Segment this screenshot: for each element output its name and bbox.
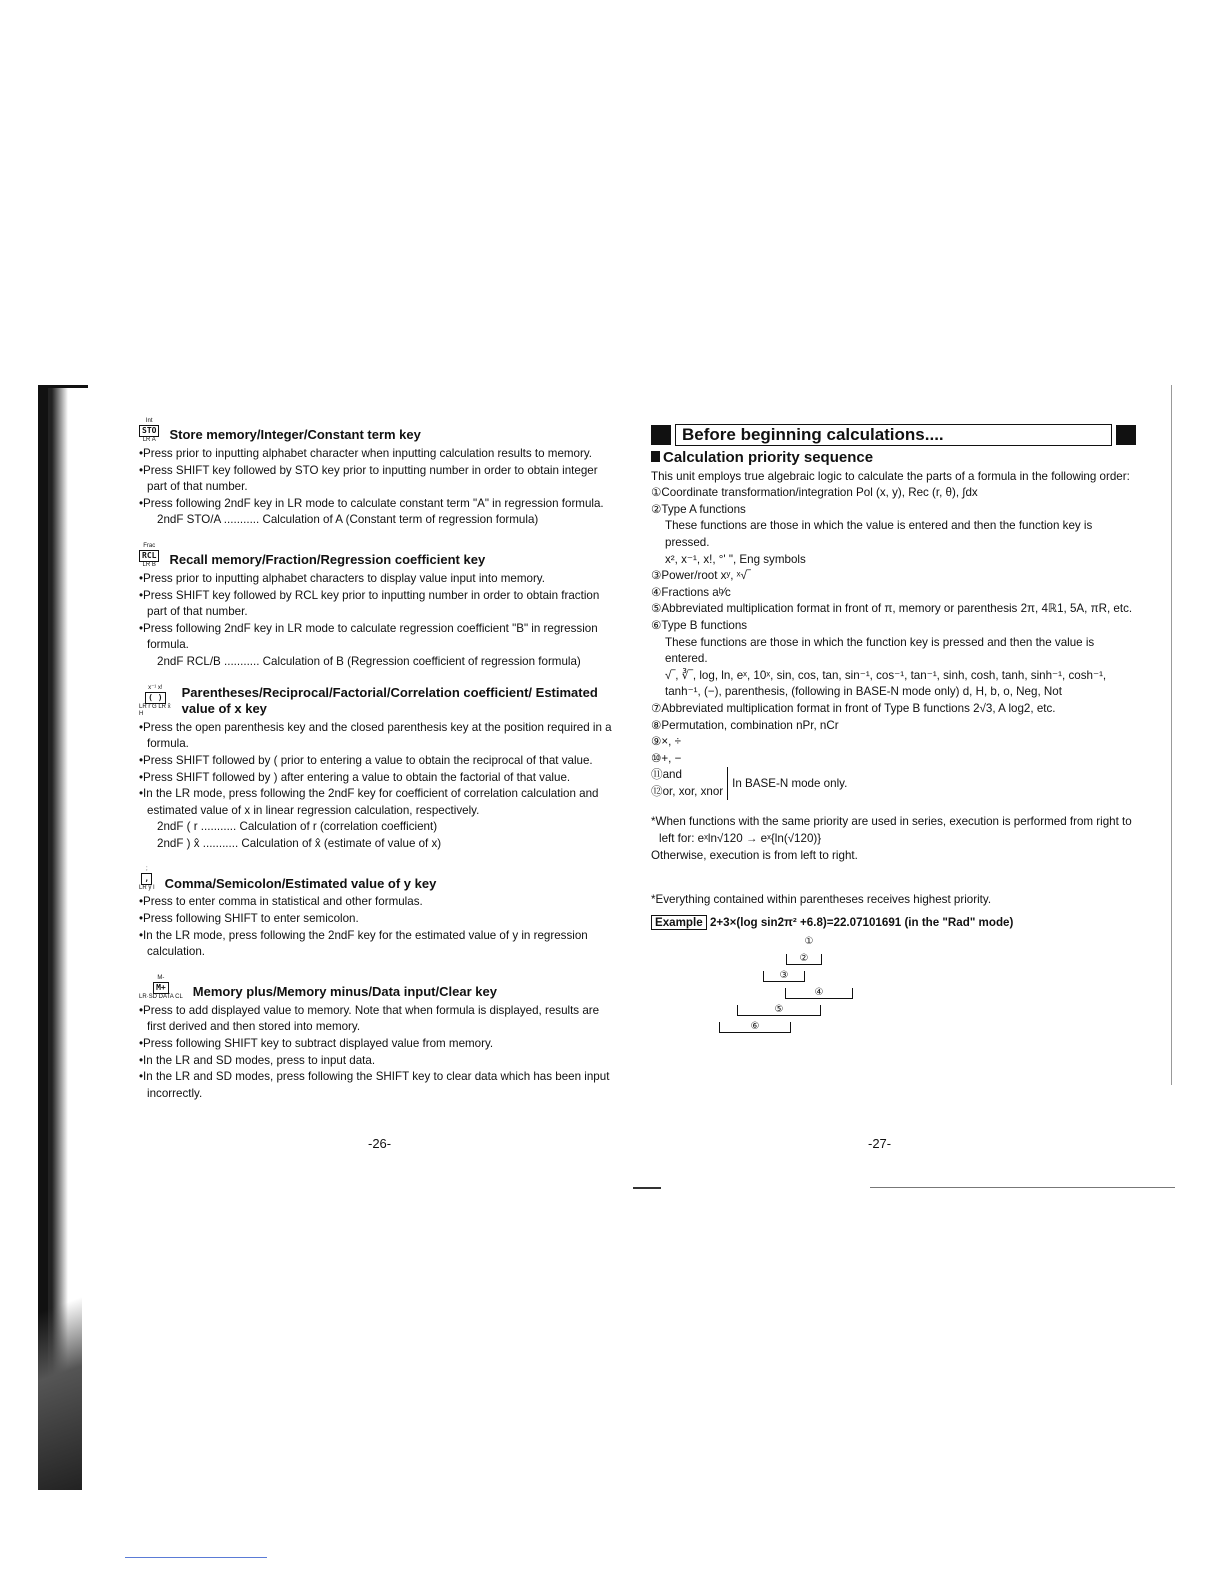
priority-item: ⑫or, xor, xnor [651,784,724,798]
section-header [139,975,619,1001]
left-page [139,418,619,1116]
priority-item: ⑦Abbreviated multiplication format in front of Type B functions 2√3, A log2, etc. [651,701,1056,715]
key-top-label: Frac [143,542,156,549]
section-heading: Calculation priority sequence [651,450,1136,467]
bullet: •Press following 2ndF key in LR mode to calculate regression coefficient "B" in regression formula. [139,621,598,652]
tree-label: ① [804,936,814,948]
section-title: Parentheses/Reciprocal/Factorial/Correlation coefficient/ Estimated value of x key [181,684,598,717]
section-parentheses [139,685,619,853]
priority-item: ③Power/root xʸ, ˣ√‾ [651,569,751,583]
priority-desc: These functions are those in which the value is entered and then the function key is pressed. [665,519,1093,549]
bullet: •Press SHIFT followed by ) after entering a value to obtain the factorial of that value. [139,770,571,784]
example-label: Example [651,915,707,930]
priority-item: ①Coordinate transformation/integration Pol (x, y), Rec (r, θ), ∫dx [651,486,978,500]
section-comma [139,866,619,960]
bullet: •Press prior to inputting alphabet character when inputting calculation results to memory. [139,447,593,460]
note: *Everything contained within parentheses receives highest priority. [651,893,992,907]
priority-item: ⑪and [651,768,682,782]
key-comma-icon [139,866,155,892]
key-memory-plus-icon [139,975,183,1001]
key-bottom-label: LR ŷ I [139,885,155,892]
key-bottom-label: LR B [142,561,156,568]
bullet: •Press SHIFT followed by ( prior to entering a value to obtain the reciprocal of that value. [139,753,593,767]
base-n-note: In BASE-N mode only. [732,776,848,790]
key-bottom-label: LR r G LR x̂ H [139,703,171,717]
priority-item: ④Fractions aᵇ⁄c [651,585,731,599]
section-header [139,543,619,569]
banner-square-right [1116,425,1136,445]
key-label: RCL [139,550,159,562]
bullet: •Press following SHIFT key to subtract displayed value from memory. [139,1037,494,1051]
formula: 2ndF ( r ........... Calculation of r (correlation coefficient) [157,820,438,834]
bullet: •Press following 2ndF key in LR mode to calculate constant term "A" in regression formula. [139,496,604,510]
tree-label: ④ [785,988,853,999]
example-text: 2+3×(log sin2π² +6.8)=22.07101691 (in the "Rad" mode) [709,915,1014,929]
blue-underline [125,1557,267,1558]
bullet: •In the LR and SD modes, press following the SHIFT key to clear data which has been input incorrectly. [139,1070,610,1100]
spacer [651,800,1136,814]
key-parentheses-icon [139,685,172,718]
banner-square-left [651,425,671,445]
spacer [651,864,1136,878]
key-top-label: Int [145,418,153,424]
section-header [139,866,619,892]
page-number-right: -27- [868,1136,892,1151]
priority-item: ⑤Abbreviated multiplication format in front of π, memory or parenthesis 2π, 4ℝ1, 5A, πR, etc. [651,602,1133,616]
note-continued: Otherwise, execution is from left to right. [651,848,858,862]
section-rcl [139,543,619,671]
tree-label: ⑤ [737,1005,821,1016]
priority-item: ⑥Type B functions [651,618,748,632]
scan-edge [38,385,84,1490]
bullet: •Press prior to inputting alphabet characters to display value input into memory. [139,571,545,585]
key-top-label: ; [146,866,148,873]
section-sto [139,418,619,529]
intro: This unit employs true algebraic logic to calculate the parts of a formula in the following order: [651,469,1130,483]
priority-item: ⑧Permutation, combination nPr, nCr [651,718,839,732]
example-line [651,915,1136,932]
bullet: •In the LR mode, press following the 2ndF key for the estimated value of y in regression calculation. [139,928,588,959]
priority-item: ⑩+, − [651,751,682,765]
bullet: •Press to enter comma in statistical and other formulas. [139,895,423,909]
divider-right [1171,385,1172,1085]
key-top-label: M- [157,974,165,981]
key-rcl-icon [139,543,159,569]
key-sto-icon [139,418,159,444]
tree-label: ③ [763,971,805,982]
tree-label: ② [786,954,822,965]
bullet: •Press the open parenthesis key and the closed parenthesis key at the position required in a formula. [139,720,612,751]
section-header [139,685,619,718]
divider-bottom-mark [633,1187,661,1189]
priority-tree [651,937,1136,1057]
formula: 2ndF ) x̂ ........... Calculation of x̂ (estimate of value of x) [157,836,442,850]
priority-desc: These functions are those in which the function key is pressed and then the value is entered. [665,635,1095,666]
key-bottom-label: LR A [142,437,156,443]
priority-item: ②Type A functions [651,502,746,516]
priority-desc: x², x⁻¹, x!, °' ", Eng symbols [665,552,806,566]
section-title: Memory plus/Memory minus/Data input/Clear key [192,984,497,1000]
right-page [651,424,1136,1057]
page-number-left: -26- [368,1136,392,1151]
bullet: •In the LR and SD modes, press to input data. [139,1053,376,1067]
bullet: •Press to add displayed value to memory. Note that when formula is displayed, results are first derived and then stored into memory. [139,1003,600,1034]
section-title: Store memory/Integer/Constant term key [169,427,421,443]
formula: 2ndF STO/A ........... Calculation of A (Constant term of regression formula) [157,513,539,527]
key-bottom-label: LR·SD DATA CL [139,993,183,1000]
section-header [139,418,619,444]
note: *When functions with the same priority are used in series, execution is performed from right to left for: eˣln√120 → eˣ{ln(√120)} [651,815,1132,846]
key-label: , [141,873,152,885]
key-label: ( ) [145,692,165,704]
bullet: •In the LR mode, press following the 2ndF key for coefficient of correlation calculation and estimated value of x in linear regression calculation, respectively. [139,787,599,817]
key-label: STO [139,425,159,437]
divider-bottom [870,1187,1175,1188]
bullet: •Press following SHIFT to enter semicolon. [139,912,359,926]
priority-item: ⑨×, ÷ [651,735,681,749]
tree-label: ⑥ [719,1022,791,1033]
key-top-label: x⁻¹ x! [148,684,163,691]
bullet: •Press SHIFT key followed by RCL key prior to inputting number in order to obtain fraction part of that number. [139,588,600,619]
section-title: Comma/Semicolon/Estimated value of y key [164,875,437,891]
bullet: •Press SHIFT key followed by STO key prior to inputting number in order to obtain integer part of that number. [139,463,598,494]
section-title: Recall memory/Fraction/Regression coefficient key [169,552,486,568]
base-n-group [651,767,847,800]
formula: 2ndF RCL/B ........... Calculation of B (Regression coefficient of regression formula) [157,654,581,668]
banner [651,424,1136,446]
priority-desc: √‾, ∛‾, log, ln, eˣ, 10ˣ, sin, cos, tan, sin⁻¹, cos⁻¹, tan⁻¹, sinh, cosh, tanh, sinh⁻¹, cosh⁻¹, tanh⁻¹, (−), parenthesis, (following in BASE-N mode only) d, H, b, o, Neg, Not [665,668,1107,699]
base-n-items [651,767,728,800]
key-label: M+ [153,982,169,994]
section-memory-plus [139,975,619,1103]
banner-title: Before beginning calculations.... [675,424,1112,446]
spacer [651,878,1136,892]
